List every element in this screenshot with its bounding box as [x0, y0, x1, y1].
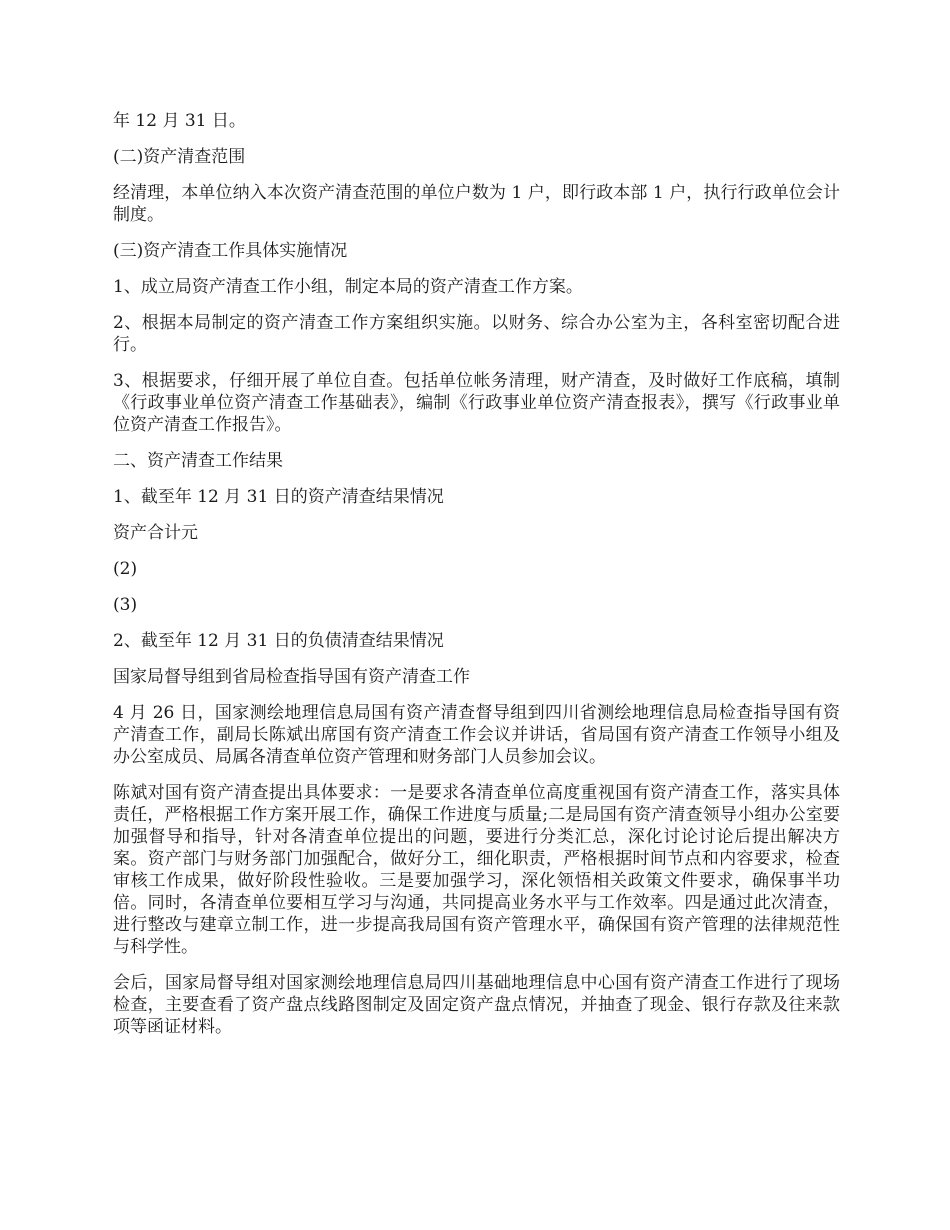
paragraph-scope-detail: 经清理，本单位纳入本次资产清查范围的单位户数为 1 户，即行政本部 1 户，执行行政单位会计制度。 — [113, 183, 840, 225]
result-item-assets: 1、截至年 12 月 31 日的资产清查结果情况 — [113, 487, 444, 507]
document-page — [113, 110, 840, 1052]
news-paragraph-2: 陈斌对国有资产清查提出具体要求：一是要求各清查单位高度重视国有资产清查工作，落实具体责任，严格根据工作方案开展工作，确保工作进度与质量;二是局国有资产清查领导小组办公室要加强督导和指导，针对各清查单位提出的问题，要进行分类汇总，深化讨论讨论后提出解决方案。资产部门与财务部门加强配合，做好分工，细化职责，严格根据时间节点和内容要求，检查审核工作成果，做好阶段性验收。三是要加强学习，深化领悟相关政策文件要求，确保事半功倍。同时，各清查单位要相互学习与沟通，共同提高业务水平与工作效率。四是通过此次清查，进行整改与建章立制工作，进一步提高我局国有资产管理水平，确保国有资产管理的法律规范性与科学性。 — [113, 783, 840, 957]
paragraph-item-2: (2) — [113, 559, 138, 579]
paragraph-item-3: (3) — [113, 595, 138, 615]
list-item-1: 1、成立局资产清查工作小组，制定本局的资产清查工作方案。 — [113, 277, 583, 297]
result-item-liabilities: 2、截至年 12 月 31 日的负债清查结果情况 — [113, 631, 444, 651]
paragraph-asset-total: 资产合计元 — [113, 523, 198, 543]
list-item-2: 2、根据本局制定的资产清查工作方案组织实施。以财务、综合办公室为主，各科室密切配合进行。 — [113, 313, 840, 355]
paragraph-date-end: 年 12 月 31 日。 — [113, 111, 246, 131]
heading-implementation: (三)资产清查工作具体实施情况 — [113, 241, 348, 261]
news-paragraph-1: 4 月 26 日，国家测绘地理信息局国有资产清查督导组到四川省测绘地理信息局检查指导国有资产清查工作，副局长陈斌出席国有资产清查工作会议并讲话，省局国有资产清查工作领导小组及办公室成员、局属各清查单位资产管理和财务部门人员参加会议。 — [113, 703, 840, 767]
news-paragraph-3: 会后，国家局督导组对国家测绘地理信息局四川基础地理信息中心国有资产清查工作进行了现场检查，主要查看了资产盘点线路图制定及固定资产盘点情况，并抽查了现金、银行存款及往来款项等函证材料。 — [113, 973, 840, 1037]
list-item-3: 3、根据要求，仔细开展了单位自查。包括单位帐务清理，财产清查，及时做好工作底稿，填制《行政事业单位资产清查工作基础表》，编制《行政事业单位资产清查报表》，撰写《行政事业单位资产清查工作报告》。 — [113, 371, 840, 435]
heading-results: 二、资产清查工作结果 — [113, 451, 283, 471]
news-title: 国家局督导组到省局检查指导国有资产清查工作 — [113, 667, 470, 687]
heading-asset-scope: (二)资产清查范围 — [113, 147, 246, 167]
